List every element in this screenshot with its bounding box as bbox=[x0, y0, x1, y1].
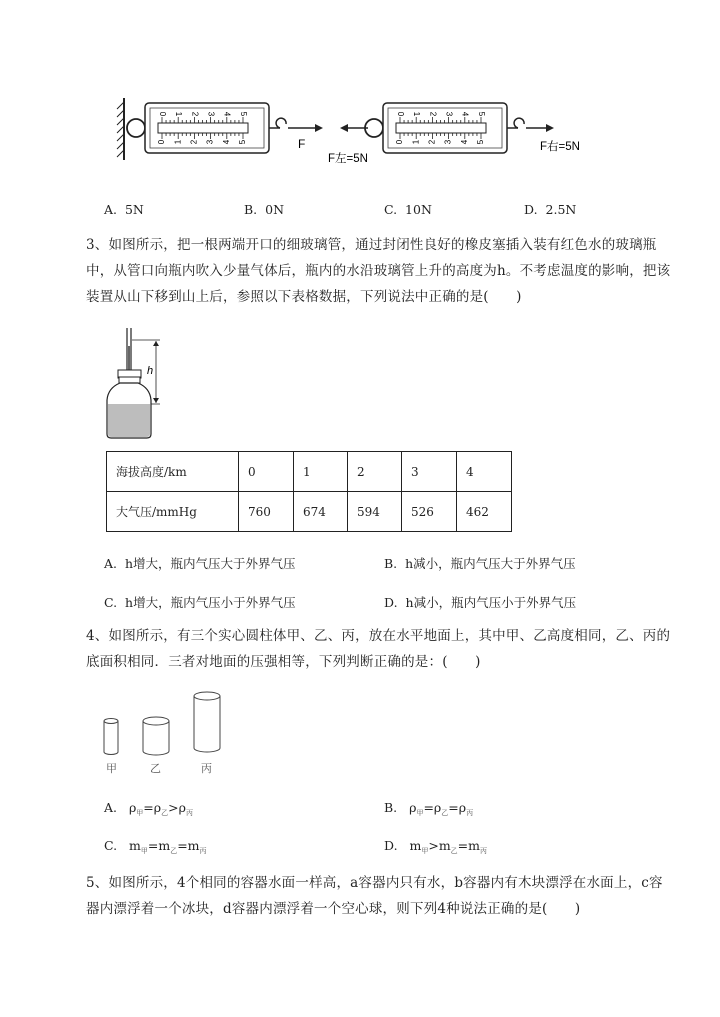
spring-scale-left bbox=[127, 103, 323, 153]
scale-number: 3 bbox=[205, 139, 215, 145]
q4-stem: 4、如图所示，有三个实心圆柱体甲、乙、丙，放在水平地面上，其中甲、乙高度相同，乙、丙的底面积相同．三者对地面的压强相等，下列判断正确的是：( ) bbox=[86, 628, 671, 670]
spring-scale-figure bbox=[110, 90, 600, 170]
cylinder-jia bbox=[104, 719, 118, 776]
scale-number: 4 bbox=[222, 111, 232, 117]
scale-number: 2 bbox=[189, 139, 199, 145]
q4-option-d[interactable]: D. $m_甲>m_乙=m_丙$ bbox=[384, 838, 487, 855]
scale-number: 1 bbox=[411, 139, 421, 145]
label-f: F bbox=[298, 137, 306, 151]
scale-number: 2 bbox=[427, 139, 437, 145]
label-f-right: F右=5N bbox=[540, 141, 580, 153]
q3-stem: 3、如图所示，把一根两端开口的细玻璃管，通过封闭性良好的橡皮塞插入装有红色水的玻璃瓶中，从管口向瓶内吹入少量气体后，瓶内的水沿玻璃管上升的高度为h。不考虑温度的影响，把该装置从山下移到山上后，参照以下表格数据，下列说法中正确的是( ) bbox=[86, 237, 671, 305]
scale-number: 0 bbox=[395, 139, 405, 145]
spring-scale-right bbox=[328, 103, 580, 165]
wall-icon bbox=[117, 98, 124, 160]
q4-option-a[interactable]: A. $\rho_甲=\rho_乙>\rho_丙$ bbox=[104, 800, 193, 817]
scale-number: 4 bbox=[221, 139, 231, 145]
q3-option-d[interactable]: D. h减小，瓶内气压小于外界气压 bbox=[384, 595, 577, 610]
svg-text:乙: 乙 bbox=[150, 763, 161, 775]
scale-number: 2 bbox=[190, 111, 200, 117]
q4-option-c[interactable]: C. $m_甲=m_乙=m_丙$ bbox=[104, 838, 207, 855]
table-row: 海拔高度/km 0 1 2 3 4 bbox=[107, 452, 512, 492]
svg-text:丙: 丙 bbox=[201, 763, 212, 775]
scale-number: 2 bbox=[428, 111, 438, 117]
q5-stem: 5、如图所示，4个相同的容器水面一样高，a容器内只有水，b容器内有木块漂浮在水面上，c容器内漂浮着一个冰块，d容器内漂浮着一个空心球，则下列4种说法正确的是( ) bbox=[86, 875, 663, 917]
q3-option-a[interactable]: A. h增大，瓶内气压大于外界气压 bbox=[104, 556, 296, 571]
scale-number: 3 bbox=[444, 111, 454, 117]
q3-option-b[interactable]: B. h减小，瓶内气压大于外界气压 bbox=[384, 556, 576, 571]
scale-number: 5 bbox=[476, 139, 486, 145]
cylinder-yi bbox=[143, 717, 169, 775]
q2-option-b[interactable]: B. 0N bbox=[244, 202, 285, 217]
scale-number: 1 bbox=[174, 111, 184, 117]
scale-number: 5 bbox=[238, 139, 248, 145]
label-f-left: F左=5N bbox=[328, 153, 368, 165]
cylinder-bing bbox=[194, 692, 220, 775]
q3-option-c[interactable]: C. h增大，瓶内气压小于外界气压 bbox=[104, 595, 296, 610]
q2-option-c[interactable]: C. 10N bbox=[384, 202, 432, 217]
scale-number: 4 bbox=[460, 111, 470, 117]
cylinders-figure bbox=[96, 688, 236, 778]
bottle-figure bbox=[96, 326, 176, 441]
scale-number: 0 bbox=[157, 139, 167, 145]
q2-option-a[interactable]: A. 5N bbox=[104, 202, 144, 217]
svg-text:甲: 甲 bbox=[106, 763, 117, 775]
altitude-pressure-table bbox=[106, 451, 512, 532]
q4-option-b[interactable]: B. $\rho_甲=\rho_乙=\rho_丙$ bbox=[384, 800, 474, 817]
q2-option-d[interactable]: D. 2.5N bbox=[524, 202, 577, 217]
scale-number: 5 bbox=[476, 111, 486, 117]
scale-number: 4 bbox=[459, 139, 469, 145]
scale-number: 5 bbox=[238, 111, 248, 117]
scale-number: 0 bbox=[395, 111, 405, 117]
scale-number: 1 bbox=[173, 139, 183, 145]
scale-number: 3 bbox=[206, 111, 216, 117]
scale-number: 1 bbox=[412, 111, 422, 117]
scale-number: 0 bbox=[157, 111, 167, 117]
scale-number: 3 bbox=[443, 139, 453, 145]
label-h: h bbox=[147, 365, 154, 377]
table-row: 大气压/mmHg 760 674 594 526 462 bbox=[107, 492, 512, 532]
